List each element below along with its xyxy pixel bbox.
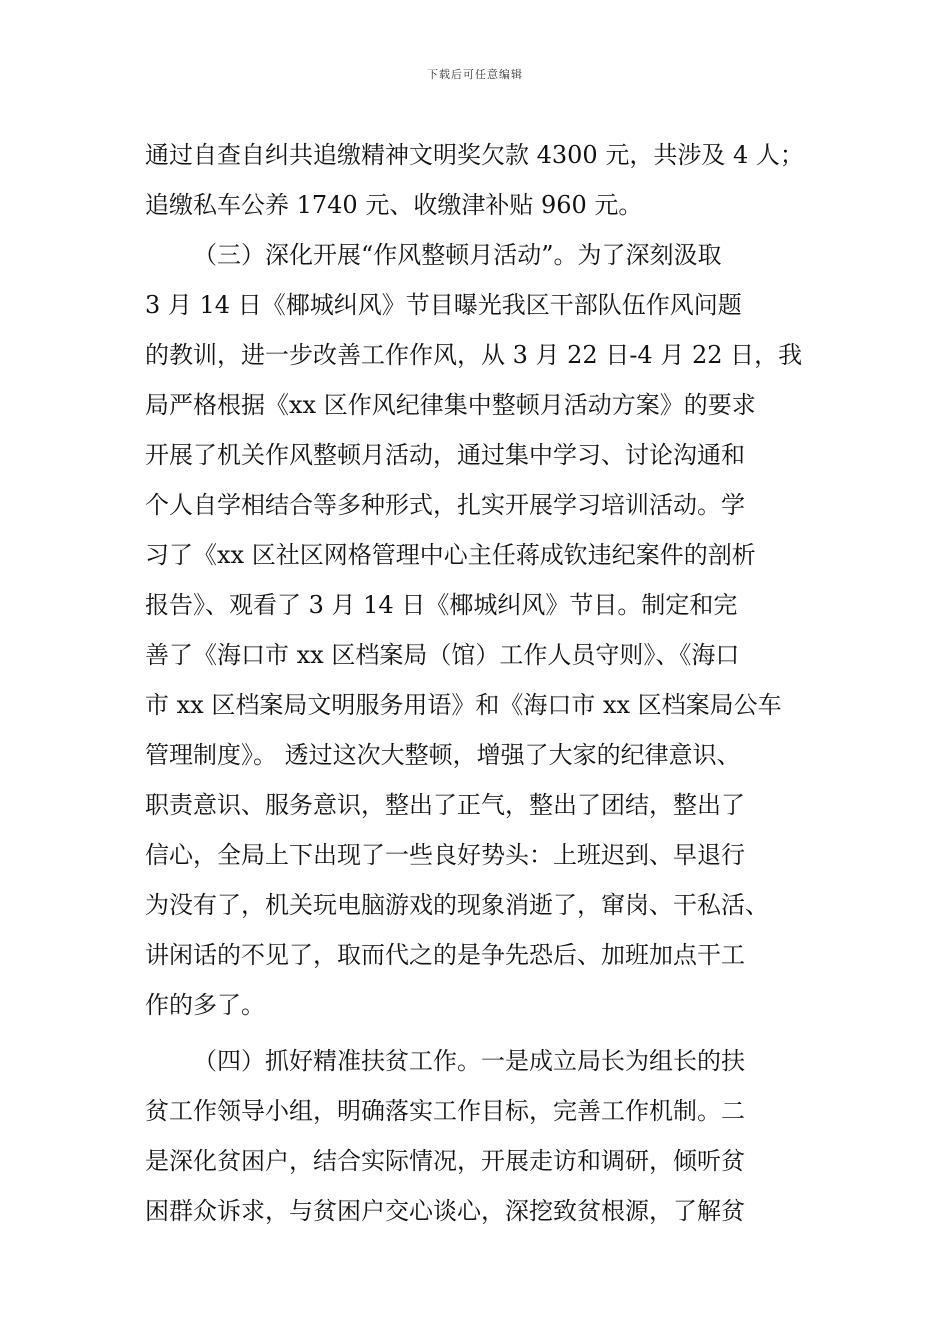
paragraph-line: 是深化贫困户，结合实际情况，开展走访和调研，倾听贫 xyxy=(145,1147,745,1175)
paragraph-line: 管理制度》。 透过这次大整顿，增强了大家的纪律意识、 xyxy=(145,741,741,769)
paragraph-line: 3 月 14 日《椰城纠风》节目曝光我区干部队伍作风问题 xyxy=(145,291,742,319)
paragraph-line: 报告》、观看了 3 月 14 日《椰城纠风》节目。制定和完 xyxy=(145,591,738,619)
page-header-note: 下载后可任意编辑 xyxy=(427,68,523,81)
section-3-heading-line: （三）深化开展“作风整顿月活动”。为了深刻汲取 xyxy=(193,241,722,269)
paragraph-line: 追缴私车公养 1740 元、收缴津补贴 960 元。 xyxy=(145,191,643,219)
paragraph-line: 的教训，进一步改善工作作风，从 3 月 22 日-4 月 22 日，我 xyxy=(145,341,803,369)
paragraph-line: 贫工作领导小组，明确落实工作目标，完善工作机制。二 xyxy=(145,1097,745,1125)
paragraph-line: 作的多了。 xyxy=(145,991,265,1019)
paragraph-line: 市 xx 区档案局文明服务用语》和《海口市 xx 区档案局公车 xyxy=(145,691,782,719)
paragraph-line: 开展了机关作风整顿月活动，通过集中学习、讨论沟通和 xyxy=(145,441,745,469)
paragraph-line: 个人自学相结合等多种形式，扎实开展学习培训活动。学 xyxy=(145,491,745,519)
paragraph-line: 习了《xx 区社区网格管理中心主任蒋成钦违纪案件的剖析 xyxy=(145,541,756,569)
paragraph-line: 困群众诉求，与贫困户交心谈心，深挖致贫根源，了解贫 xyxy=(145,1197,745,1225)
paragraph-line: 善了《海口市 xx 区档案局（馆）工作人员守则》、《海口 xyxy=(145,641,740,669)
paragraph-line: 通过自查自纠共追缴精神文明奖欠款 4300 元，共涉及 4 人； xyxy=(145,141,804,169)
section-4-heading-line: （四）抓好精准扶贫工作。一是成立局长为组长的扶 xyxy=(193,1047,745,1075)
document-body xyxy=(145,130,810,1236)
paragraph-line: 为没有了，机关玩电脑游戏的现象消逝了，窜岗、干私活、 xyxy=(145,891,769,919)
paragraph-line: 局严格根据《xx 区作风纪律集中整顿月活动方案》的要求 xyxy=(145,391,756,419)
paragraph-line: 信心，全局上下出现了一些良好势头：上班迟到、早退行 xyxy=(145,841,745,869)
paragraph-line: 讲闲话的不见了，取而代之的是争先恐后、加班加点干工 xyxy=(145,941,745,969)
paragraph-line: 职责意识、服务意识，整出了正气，整出了团结，整出了 xyxy=(145,791,745,819)
